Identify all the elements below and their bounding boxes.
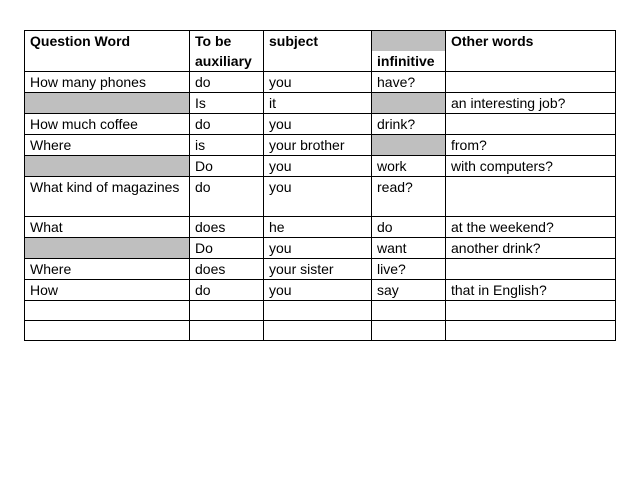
- header-other-words: Other words: [446, 31, 616, 72]
- cell-subject: you: [264, 72, 372, 93]
- cell-subject: your sister: [264, 259, 372, 280]
- table-row: [25, 93, 616, 114]
- table-row: [25, 217, 616, 238]
- cell-question-word-shaded: [25, 93, 190, 114]
- cell-other-words: [446, 259, 616, 280]
- cell-subject: you: [264, 114, 372, 135]
- table-row-empty: [25, 301, 616, 321]
- table-row: [25, 135, 616, 156]
- cell-subject: you: [264, 280, 372, 301]
- cell-other-words: at the weekend?: [446, 217, 616, 238]
- cell-question-word: What kind of magazines: [25, 177, 190, 217]
- cell-question-word: How: [25, 280, 190, 301]
- cell-other-words: [446, 72, 616, 93]
- cell-other-words: from?: [446, 135, 616, 156]
- cell-infinitive: do: [372, 217, 446, 238]
- cell-auxiliary: Do: [190, 238, 264, 259]
- cell-question-word: Where: [25, 135, 190, 156]
- header-row: [25, 31, 616, 52]
- cell-subject: [264, 321, 372, 341]
- cell-subject: he: [264, 217, 372, 238]
- table-row: [25, 259, 616, 280]
- cell-infinitive-shaded: [372, 93, 446, 114]
- cell-auxiliary: do: [190, 177, 264, 217]
- cell-question-word: [25, 321, 190, 341]
- cell-auxiliary: do: [190, 72, 264, 93]
- cell-auxiliary: do: [190, 114, 264, 135]
- cell-auxiliary: Do: [190, 156, 264, 177]
- cell-other-words: that in English?: [446, 280, 616, 301]
- cell-other-words: with computers?: [446, 156, 616, 177]
- header-auxiliary: auxiliary: [190, 51, 264, 72]
- cell-infinitive: drink?: [372, 114, 446, 135]
- cell-subject: [264, 301, 372, 321]
- cell-other-words: [446, 177, 616, 217]
- table-row: [25, 156, 616, 177]
- cell-infinitive: have?: [372, 72, 446, 93]
- header-subject: subject: [264, 31, 372, 72]
- cell-auxiliary: is: [190, 135, 264, 156]
- cell-subject: your brother: [264, 135, 372, 156]
- table-row-empty: [25, 321, 616, 341]
- cell-question-word-shaded: [25, 156, 190, 177]
- cell-question-word: [25, 301, 190, 321]
- table-row: [25, 177, 616, 217]
- cell-auxiliary: does: [190, 217, 264, 238]
- cell-auxiliary: do: [190, 280, 264, 301]
- cell-subject: you: [264, 238, 372, 259]
- cell-subject: you: [264, 177, 372, 217]
- table-row: [25, 72, 616, 93]
- cell-other-words: [446, 114, 616, 135]
- header-question-word: Question Word: [25, 31, 190, 72]
- cell-infinitive: say: [372, 280, 446, 301]
- table-row: [25, 280, 616, 301]
- table-row: [25, 238, 616, 259]
- cell-auxiliary: [190, 301, 264, 321]
- cell-infinitive-shaded: [372, 135, 446, 156]
- cell-infinitive: [372, 301, 446, 321]
- table-row: [25, 114, 616, 135]
- header-to-be: To be: [190, 31, 264, 52]
- cell-subject: it: [264, 93, 372, 114]
- cell-subject: you: [264, 156, 372, 177]
- header-infinitive-shaded: [372, 31, 446, 52]
- cell-question-word-shaded: [25, 238, 190, 259]
- grammar-table: [24, 30, 616, 341]
- cell-other-words: an interesting job?: [446, 93, 616, 114]
- header-infinitive: infinitive: [372, 51, 446, 72]
- cell-other-words: [446, 301, 616, 321]
- cell-question-word: Where: [25, 259, 190, 280]
- cell-question-word: How many phones: [25, 72, 190, 93]
- cell-other-words: [446, 321, 616, 341]
- cell-auxiliary: [190, 321, 264, 341]
- cell-infinitive: [372, 321, 446, 341]
- cell-question-word: How much coffee: [25, 114, 190, 135]
- cell-infinitive: want: [372, 238, 446, 259]
- cell-infinitive: read?: [372, 177, 446, 217]
- cell-question-word: What: [25, 217, 190, 238]
- cell-infinitive: work: [372, 156, 446, 177]
- cell-auxiliary: does: [190, 259, 264, 280]
- cell-other-words: another drink?: [446, 238, 616, 259]
- cell-infinitive: live?: [372, 259, 446, 280]
- cell-auxiliary: Is: [190, 93, 264, 114]
